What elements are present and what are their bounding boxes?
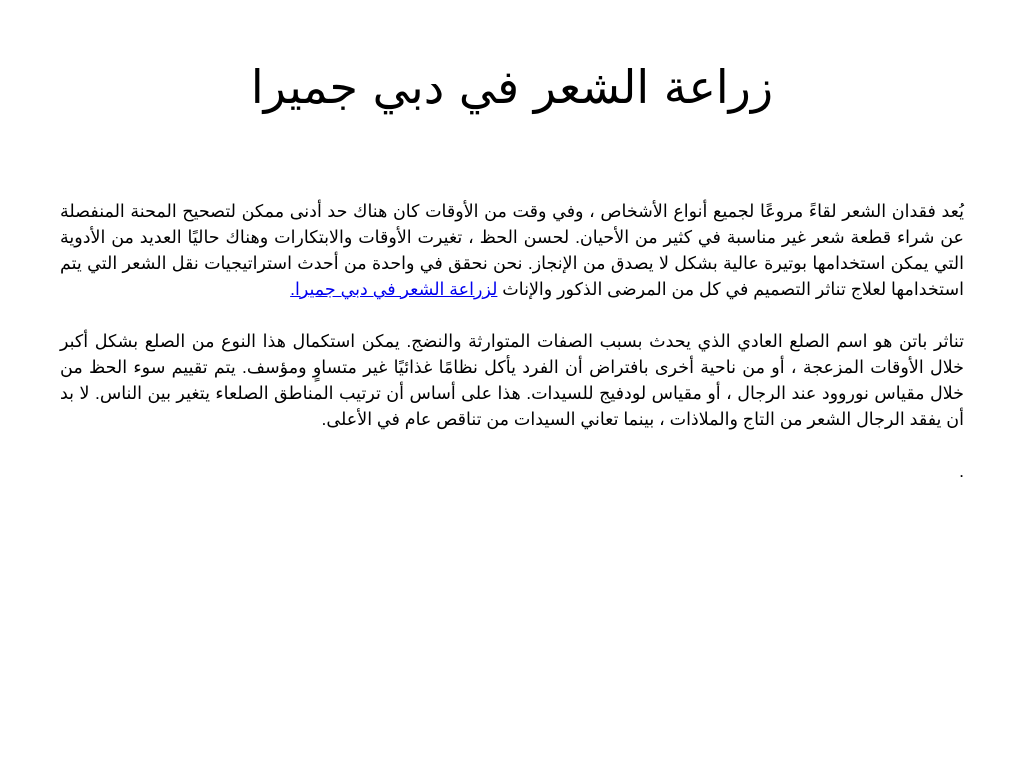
slide-title: زراعة الشعر في دبي جميرا (250, 60, 774, 114)
paragraph-hair-loss-intro-text: يُعد فقدان الشعر لقاءً مروعًا لجميع أنواع الأشخاص ، وفي وقت من الأوقات كان هناك حد أدنى ممكن لتصحيح المحنة المنفصلة عن شراء قطعة شعر غير مناسبة في كثير من الأحيان. لحسن الحظ ، تغيرت الأوقات والابتكارات وهناك حاليًا العديد من الأدوية التي يمكن استخدامها بوتيرة عالية بشكل لا يصدق من الإنجاز. نحن نحقق في واحدة من أحدث استراتيجيات نقل الشعر التي يتم استخدامها لعلاج تناثر التصميم في كل من المرضى الذكور والإناث (60, 201, 964, 299)
hair-transplant-dubai-jumeirah-link[interactable]: لزراعة الشعر في دبي جميرا. (290, 279, 498, 299)
paragraph-pattern-baldness (60, 328, 964, 432)
paragraph-pattern-baldness-text: تناثر باتن هو اسم الصلع العادي الذي يحدث بسبب الصفات المتوارثة والنضج. يمكن استكمال هذا النوع من الصلع بشكل أكبر خلال الأوقات المزعجة ، أو من ناحية أخرى بافتراض أن الفرد يأكل نظامًا غذائيًا غير متساوٍ ومؤسف. يتم تقييم سوء الحظ من خلال مقياس نوروود عند الرجال ، أو مقياس لودفيج للسيدات. هذا على أساس أن ترتيب المناطق الصلعاء يتغير بين الناس. لا بد أن يفقد الرجال الشعر من التاج والملاذات ، بينما تعاني السيدات من تناقص عام في الأعلى. (60, 331, 964, 429)
trailing-mark: . (959, 461, 964, 481)
slide-body (60, 198, 964, 484)
paragraph-hair-loss-intro (60, 198, 964, 302)
